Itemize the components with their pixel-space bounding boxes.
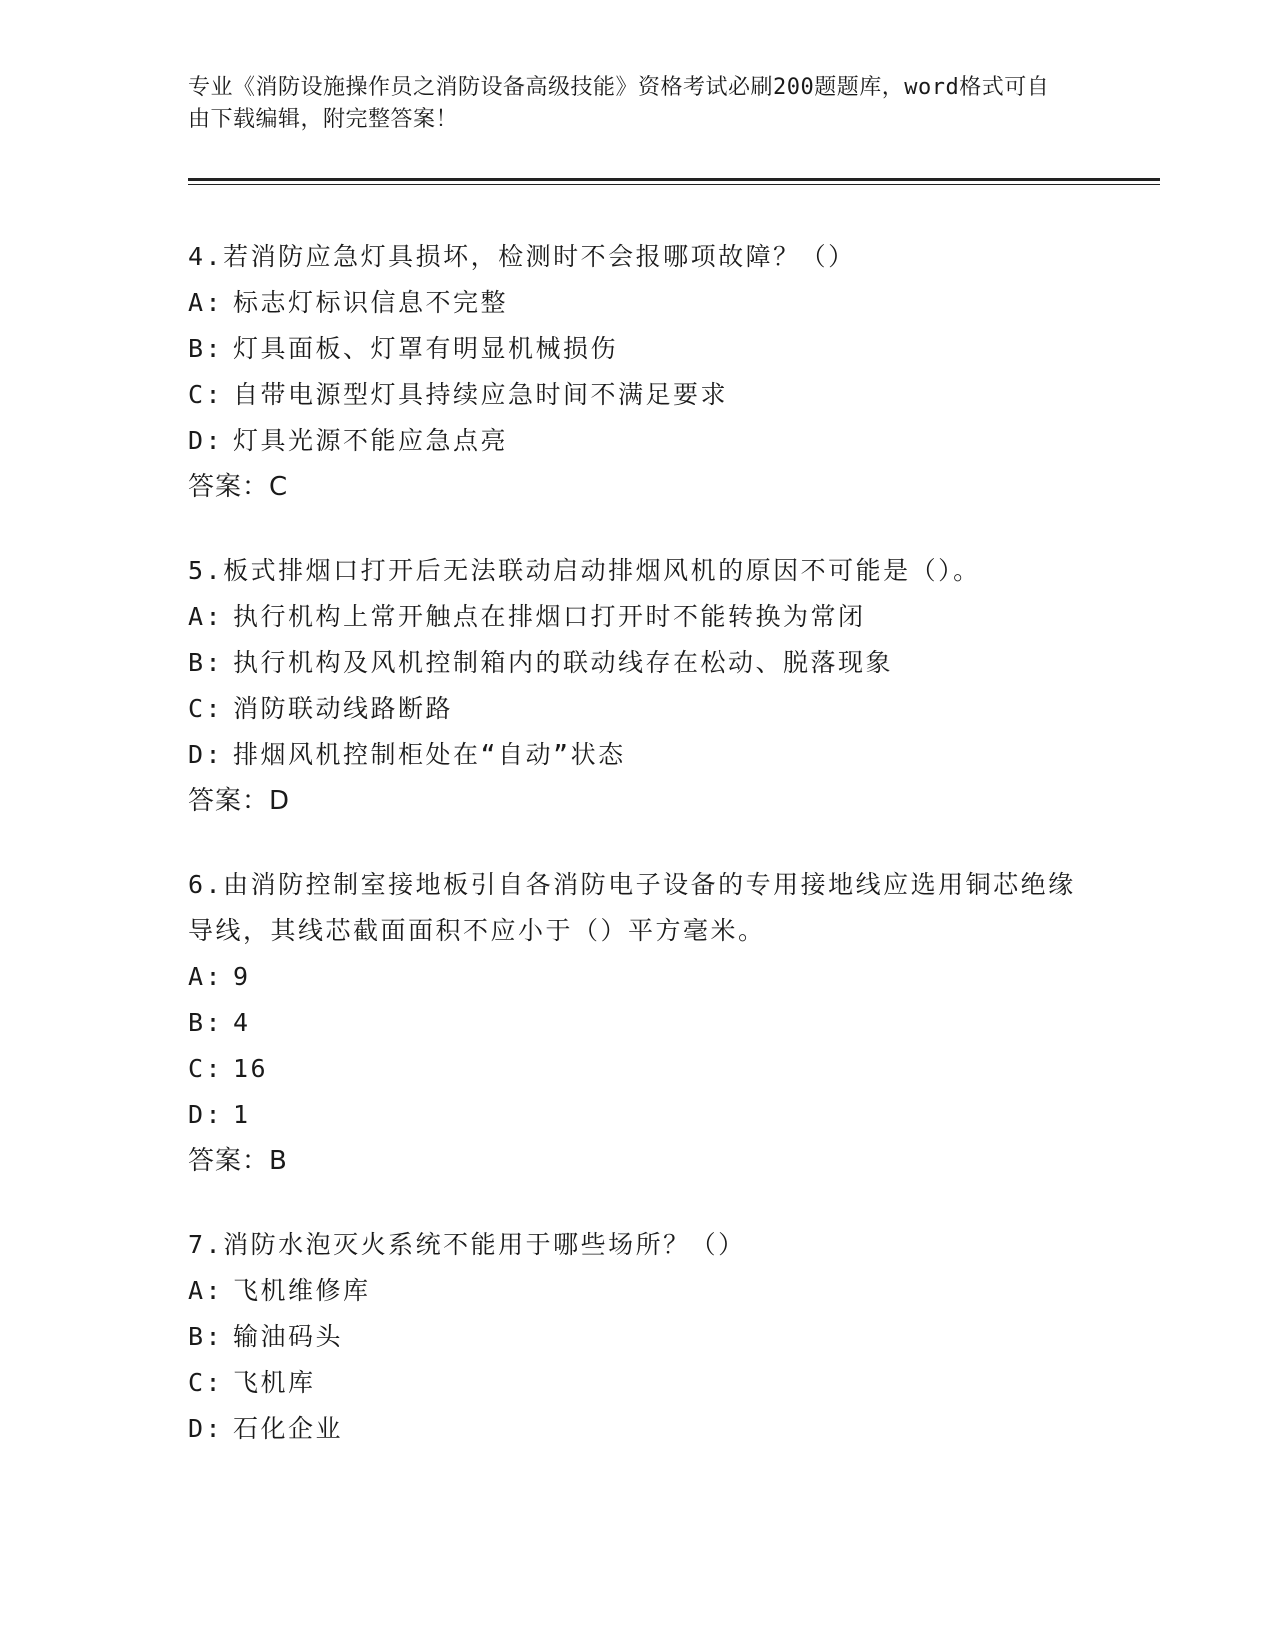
- option-text: 飞机维修库: [233, 1276, 371, 1305]
- option-a: [188, 280, 1088, 326]
- option-key: C:: [188, 1368, 224, 1397]
- option-text: 标志灯标识信息不完整: [233, 288, 509, 317]
- option-c: [188, 1360, 1088, 1406]
- option-key: D:: [188, 1414, 224, 1443]
- option-d: [188, 1406, 1088, 1452]
- option-text: 石化企业: [233, 1414, 344, 1443]
- option-text: 16: [233, 1054, 269, 1083]
- option-text: 飞机库: [233, 1368, 316, 1397]
- option-text: 1: [233, 1100, 251, 1129]
- option-key: A:: [188, 1276, 224, 1305]
- option-c: [188, 1046, 1088, 1092]
- option-text: 灯具面板、灯罩有明显机械损伤: [233, 334, 619, 363]
- option-key: B:: [188, 1008, 224, 1037]
- option-d: [188, 418, 1088, 464]
- option-text: 执行机构上常开触点在排烟口打开时不能转换为常闭: [233, 602, 866, 631]
- question-list: [188, 234, 1088, 1490]
- option-key: B:: [188, 648, 224, 677]
- option-a: [188, 954, 1088, 1000]
- question-stem: 6.由消防控制室接地板引自各消防电子设备的专用接地线应选用铜芯绝缘导线，其线芯截面面积不应小于（）平方毫米。: [188, 870, 1076, 945]
- option-key: D:: [188, 426, 224, 455]
- option-key: A:: [188, 962, 224, 991]
- option-text: 排烟风机控制柜处在“自动”状态: [233, 740, 626, 769]
- question-6: [188, 862, 1088, 1184]
- option-key: C:: [188, 380, 224, 409]
- answer-line: 答案：D: [188, 786, 291, 816]
- header-divider-thin: [188, 184, 1160, 185]
- option-b: [188, 1314, 1088, 1360]
- answer-line: 答案：C: [188, 472, 289, 502]
- option-text: 9: [233, 962, 251, 991]
- question-4: [188, 234, 1088, 510]
- question-5: [188, 548, 1088, 824]
- option-b: [188, 1000, 1088, 1046]
- question-7: [188, 1222, 1088, 1452]
- option-d: [188, 732, 1088, 778]
- option-text: 输油码头: [233, 1322, 344, 1351]
- option-text: 灯具光源不能应急点亮: [233, 426, 509, 455]
- option-a: [188, 1268, 1088, 1314]
- option-d: [188, 1092, 1088, 1138]
- answer-line: 答案：B: [188, 1146, 288, 1176]
- option-b: [188, 640, 1088, 686]
- option-text: 自带电源型灯具持续应急时间不满足要求: [233, 380, 729, 409]
- option-key: B:: [188, 1322, 224, 1351]
- option-c: [188, 686, 1088, 732]
- question-stem: 5.板式排烟口打开后无法联动启动排烟风机的原因不可能是（）。: [188, 556, 981, 585]
- option-text: 4: [233, 1008, 251, 1037]
- option-key: C:: [188, 694, 224, 723]
- option-key: A:: [188, 288, 224, 317]
- question-stem: 4.若消防应急灯具损坏，检测时不会报哪项故障？（）: [188, 242, 856, 271]
- option-key: D:: [188, 740, 224, 769]
- option-key: A:: [188, 602, 224, 631]
- option-text: 执行机构及风机控制箱内的联动线存在松动、脱落现象: [233, 648, 894, 677]
- question-stem: 7.消防水泡灭火系统不能用于哪些场所？（）: [188, 1230, 746, 1259]
- option-key: C:: [188, 1054, 224, 1083]
- header-divider-thick: [188, 178, 1160, 181]
- option-a: [188, 594, 1088, 640]
- option-b: [188, 326, 1088, 372]
- option-text: 消防联动线路断路: [233, 694, 454, 723]
- document-header: 专业《消防设施操作员之消防设备高级技能》资格考试必刷200题题库，word格式可自由下载编辑，附完整答案！: [188, 75, 1050, 132]
- option-key: B:: [188, 334, 224, 363]
- option-c: [188, 372, 1088, 418]
- option-key: D:: [188, 1100, 224, 1129]
